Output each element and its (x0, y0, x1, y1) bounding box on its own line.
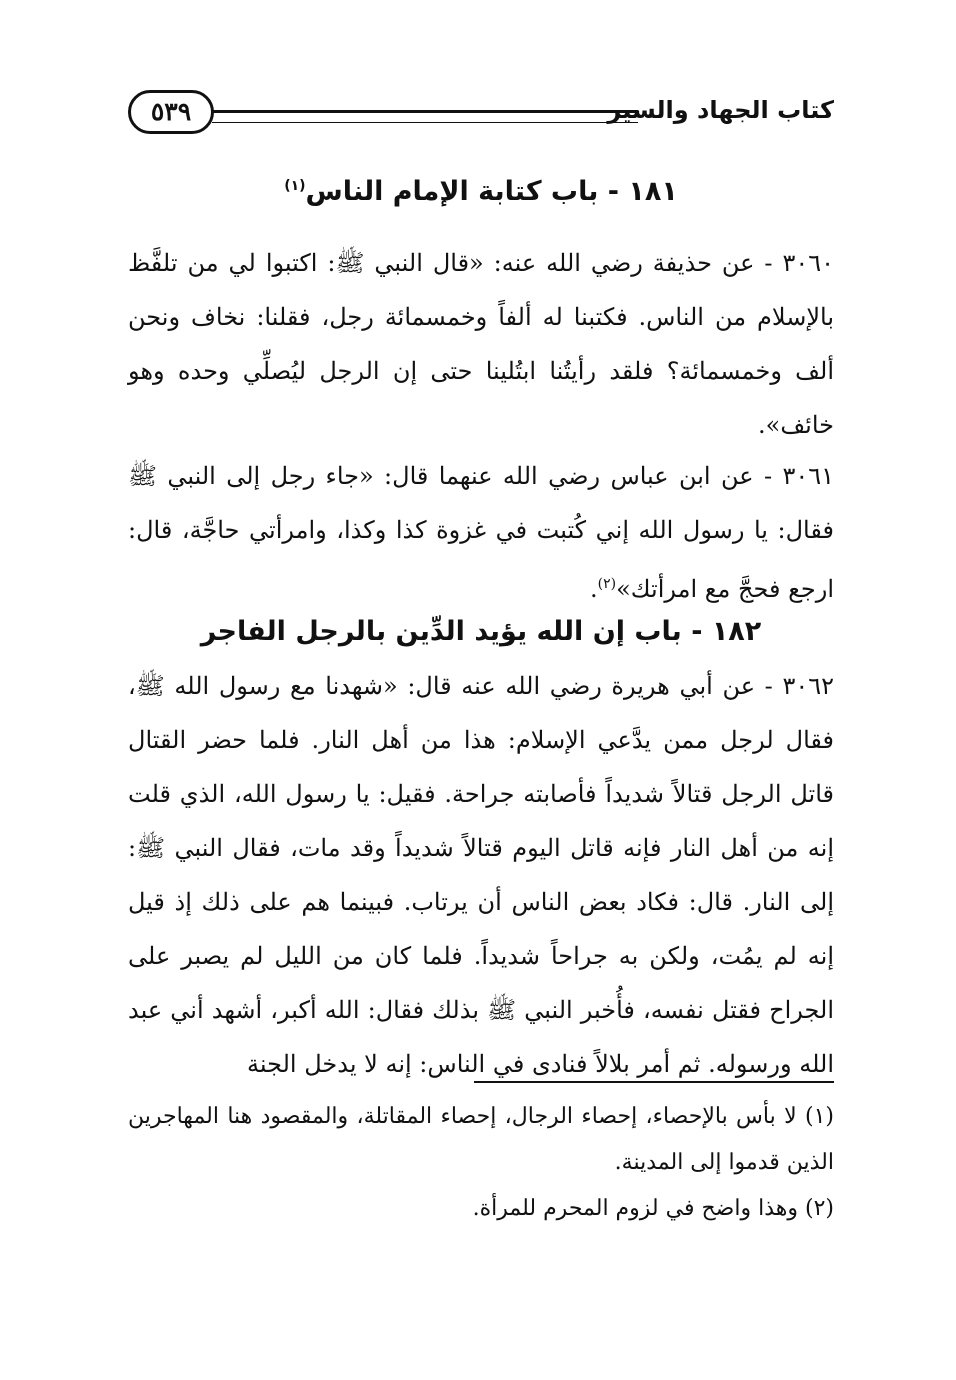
hadith-text: ٣٠٦٠ - عن حذيفة رضي الله عنه: «قال النبي ﷺ: اكتبوا لي من تلفَّظ بالإسلام من الناس. فكتبنا له ألفاً وخمسمائة رجل، فقلنا: نخاف ونحن ألف وخمسمائة؟ فلقد رأيتُنا ابتُلينا حتى إن الرجل ليُصلِّي وحده وهو خائف». (128, 249, 834, 439)
book-title: كتاب الجهاد والسير (607, 96, 834, 124)
header-rule (212, 110, 638, 123)
footnote-marker: (٢) (804, 1196, 834, 1221)
footnote-text: وهذا واضح في لزوم المحرم للمرأة. (472, 1196, 798, 1221)
hadith-text: ٣٠٦٢ - عن أبي هريرة رضي الله عنه قال: «شهدنا مع رسول الله ﷺ، فقال لرجل ممن يدَّعي الإسلام: هذا من أهل النار. فلما حضر القتال قاتل الرجل قتالاً شديداً فأصابته جراحة. فقيل: يا رسول الله، الذي قلت إنه من أهل النار فإنه قاتل اليوم قتالاً شديداً وقد مات، فقال النبي ﷺ: إلى النار. قال: فكاد بعض الناس أن يرتاب. فبينما هم على ذلك إذ قيل إنه لم يمُت، ولكن به جراحاً شديداً. فلما كان من الليل لم يصبر على الجراح فقتل نفسه، فأُخبر النبي ﷺ بذلك فقال: الله أكبر، أشهد أني عبد الله ورسوله. ثم أمر بلالاً فنادى في الناس: إنه لا يدخل الجنة (128, 672, 834, 1078)
chapter-heading-182 (128, 616, 834, 647)
running-header (128, 90, 834, 136)
hadith-3060 (128, 236, 834, 452)
page-number: ٥٣٩ (128, 90, 214, 134)
chapter-title: ١٨٢ - باب إن الله يؤيد الدِّين بالرجل الفاجر (200, 616, 762, 647)
footnote-1 (128, 1094, 834, 1186)
footnote-ref: (٢) (597, 576, 617, 592)
footnote-text: لا بأس بالإحصاء، إحصاء الرجال، إحصاء المقاتلة، والمقصود هنا المهاجرين الذين قدموا إلى المدينة. (128, 1104, 834, 1175)
chapter-heading-181 (128, 176, 834, 207)
hadith-3061 (128, 449, 834, 616)
hadith-text: ٣٠٦١ - عن ابن عباس رضي الله عنهما قال: «جاء رجل إلى النبي ﷺ فقال: يا رسول الله إني كُتبت في غزوة كذا وكذا، وامرأتي حاجَّة، قال: ارجع فحجَّ مع امرأتك» (128, 462, 834, 603)
footnote-separator (474, 1081, 834, 1083)
chapter-title: ١٨١ - باب كتابة الإمام الناس (305, 176, 678, 207)
footnote-ref: (١) (284, 178, 306, 194)
hadith-3062 (128, 659, 834, 1091)
footnote-marker: (١) (804, 1104, 834, 1129)
footnote-2 (128, 1186, 834, 1232)
hadith-end: . (590, 575, 598, 603)
